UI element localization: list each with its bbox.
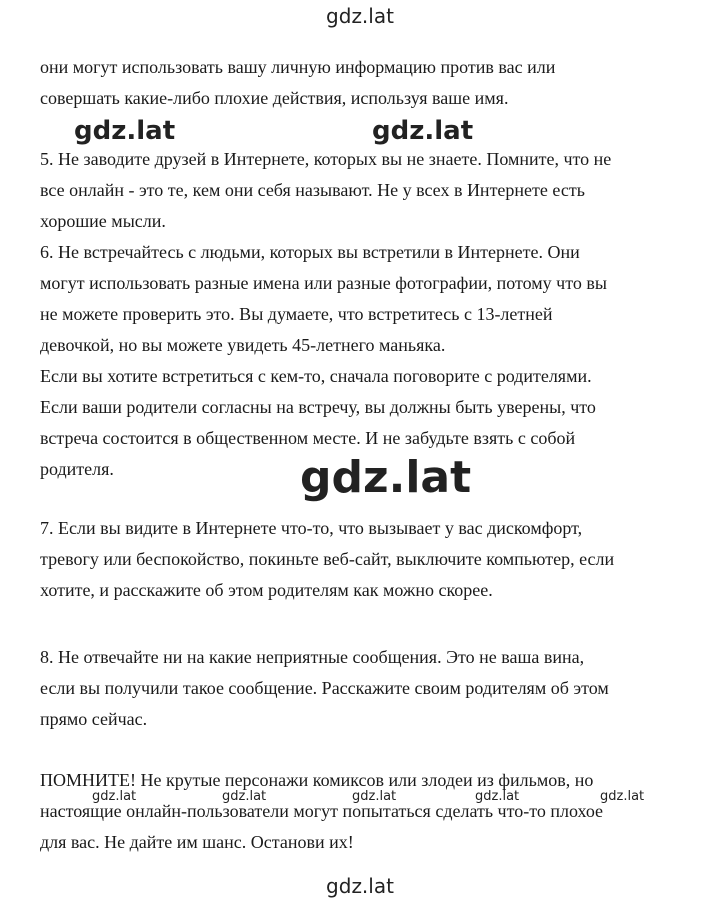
- text-line: 8. Не отвечайте ни на какие неприятные сообщения. Это не ваша вина,: [40, 647, 585, 667]
- text-line: не можете проверить это. Вы думаете, что встретитесь с 13-летней: [40, 304, 553, 324]
- text-line: хотите, и расскажите об этом родителям как можно скорее.: [40, 580, 493, 600]
- text-line: 6. Не встречайтесь с людьми, которых вы встретили в Интернете. Они: [40, 242, 580, 262]
- text-line: они могут использовать вашу личную информацию против вас или: [40, 57, 556, 77]
- text-line: 7. Если вы видите в Интернете что-то, что вызывает у вас дискомфорт,: [40, 518, 583, 538]
- text-line: все онлайн - это те, кем они себя называют. Не у всех в Интернете есть: [40, 180, 585, 200]
- watermark-small: gdz.lat: [600, 789, 645, 804]
- text-line: настоящие онлайн-пользователи могут попытаться сделать что-то плохое: [40, 801, 604, 821]
- text-line: девочкой, но вы можете увидеть 45-летнего маньяка.: [40, 335, 446, 355]
- watermark-small: gdz.lat: [92, 789, 137, 804]
- text-line: для вас. Не дайте им шанс. Останови их!: [40, 832, 354, 852]
- paragraph-rule-7: [40, 513, 710, 606]
- watermark-big: gdz.lat: [300, 452, 472, 503]
- paragraph-continued: [40, 52, 710, 114]
- text-line: встреча состоится в общественном месте. И не забудьте взять с собой: [40, 428, 576, 448]
- watermark-bold-left: gdz.lat: [74, 116, 176, 146]
- paragraph-rules-5-6: [40, 144, 710, 485]
- text-line: тревогу или беспокойство, покиньте веб-сайт, выключите компьютер, если: [40, 549, 615, 569]
- watermark-small: gdz.lat: [222, 789, 267, 804]
- text-line: 5. Не заводите друзей в Интернете, которых вы не знаете. Помните, что не: [40, 149, 612, 169]
- text-line: хорошие мысли.: [40, 211, 166, 231]
- paragraph-rule-8: [40, 642, 710, 735]
- watermark-top: gdz.lat: [326, 4, 394, 28]
- text-line: прямо сейчас.: [40, 709, 148, 729]
- text-line: родителя.: [40, 459, 114, 479]
- watermark-bottom: gdz.lat: [326, 874, 394, 898]
- text-line: ПОМНИТЕ! Не крутые персонажи комиксов или злодеи из фильмов, но: [40, 770, 594, 790]
- text-line: Если ваши родители согласны на встречу, вы должны быть уверены, что: [40, 397, 596, 417]
- watermark-small: gdz.lat: [475, 789, 520, 804]
- text-line: если вы получили такое сообщение. Расскажите своим родителям об этом: [40, 678, 609, 698]
- watermark-small: gdz.lat: [352, 789, 397, 804]
- text-line: Если вы хотите встретиться с кем-то, сначала поговорите с родителями.: [40, 366, 592, 386]
- paragraph-remember: [40, 765, 710, 858]
- watermark-bold-center: gdz.lat: [372, 116, 474, 146]
- text-line: совершать какие-либо плохие действия, используя ваше имя.: [40, 88, 509, 108]
- text-line: могут использовать разные имена или разные фотографии, потому что вы: [40, 273, 607, 293]
